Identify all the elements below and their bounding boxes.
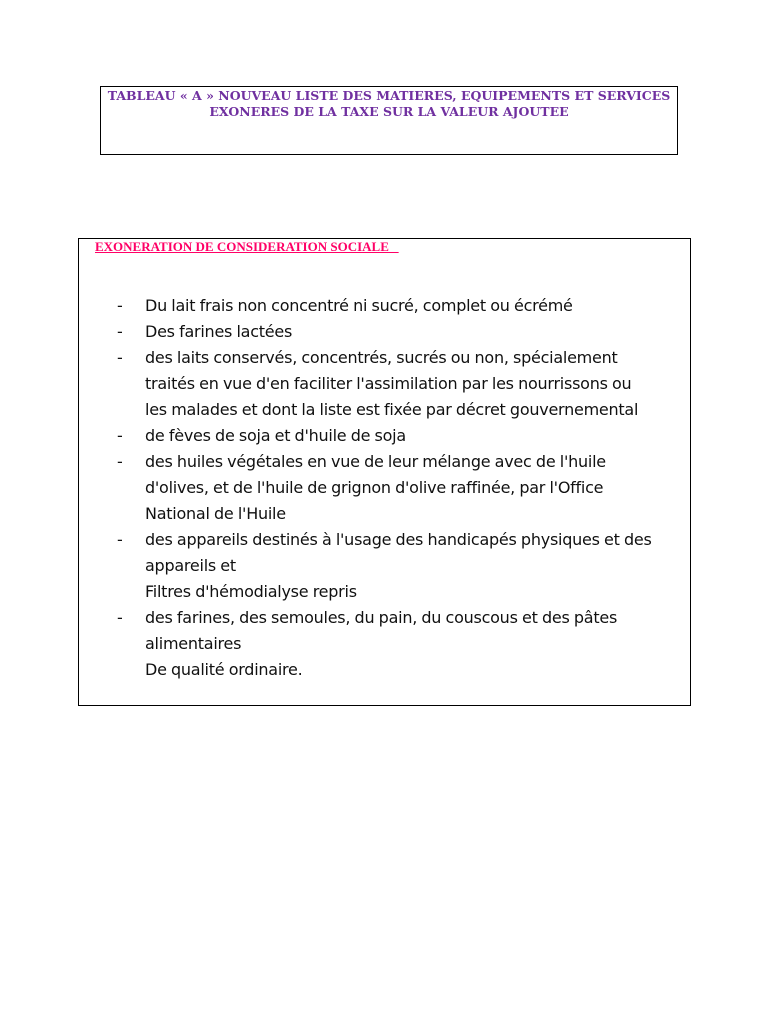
list-item-line: de fèves de soja et d'huile de soja <box>145 426 406 445</box>
list-item-line: des huiles végétales en vue de leur mélange avec de l'huile <box>145 452 606 471</box>
list-item-line: Filtres d'hémodialyse repris <box>145 582 357 601</box>
list-item-line: les malades et dont la liste est fixée par décret gouvernemental <box>145 400 639 419</box>
list-item <box>117 605 687 683</box>
document-title-line: EXONERES DE LA TAXE SUR LA VALEUR AJOUTEE <box>209 104 569 119</box>
list-item <box>117 293 687 319</box>
list-item-line: National de l'Huile <box>145 504 286 523</box>
bullet-dash: - <box>117 426 123 445</box>
list-item-line: des appareils destinés à l'usage des handicapés physiques et des <box>145 530 652 549</box>
document-title-line: TABLEAU « A » NOUVEAU LISTE DES MATIERES, EQUIPEMENTS ET SERVICES <box>107 88 671 103</box>
exemption-list <box>117 293 687 683</box>
list-item <box>117 319 687 345</box>
list-item-line: alimentaires <box>145 634 242 653</box>
list-item <box>117 449 687 527</box>
bullet-dash: - <box>117 530 123 549</box>
title-box <box>100 86 678 155</box>
list-item <box>117 423 687 449</box>
list-item-line: appareils et <box>145 556 236 575</box>
list-item <box>117 527 687 605</box>
document-title <box>101 87 677 120</box>
bullet-dash: - <box>117 322 123 341</box>
list-item-line: Du lait frais non concentré ni sucré, complet ou écrémé <box>145 296 573 315</box>
bullet-dash: - <box>117 348 123 367</box>
list-item-line: De qualité ordinaire. <box>145 660 303 679</box>
bullet-dash: - <box>117 608 123 627</box>
list-item <box>117 345 687 423</box>
list-item-line: d'olives, et de l'huile de grignon d'olive raffinée, par l'Office <box>145 478 604 497</box>
exemption-section-box <box>78 238 691 706</box>
bullet-dash: - <box>117 296 123 315</box>
section-heading: EXONERATION DE CONSIDERATION SOCIALE <box>95 239 399 254</box>
list-item-line: des farines, des semoules, du pain, du couscous et des pâtes <box>145 608 618 627</box>
list-item-line: traités en vue d'en faciliter l'assimilation par les nourrissons ou <box>145 374 632 393</box>
list-item-line: Des farines lactées <box>145 322 293 341</box>
bullet-dash: - <box>117 452 123 471</box>
list-item-line: des laits conservés, concentrés, sucrés ou non, spécialement <box>145 348 618 367</box>
